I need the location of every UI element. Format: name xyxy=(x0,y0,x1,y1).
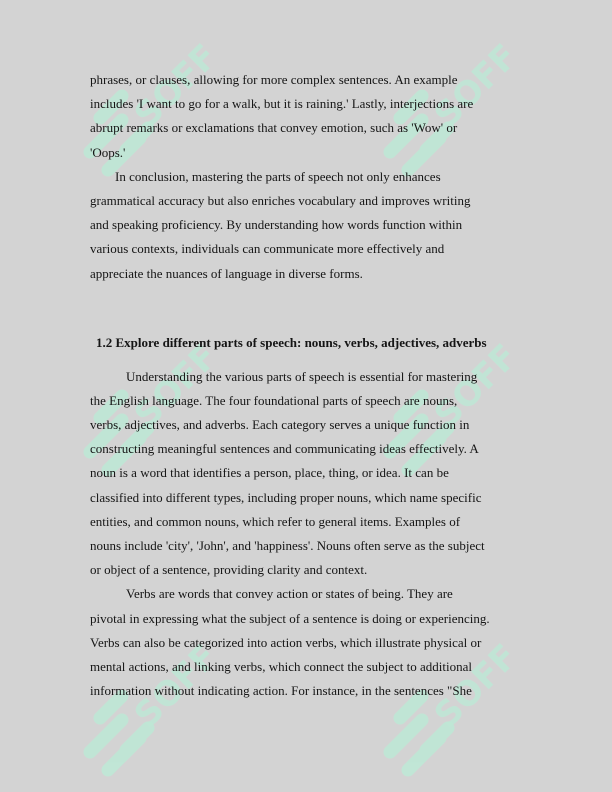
text-line: constructing meaningful sentences and communicating ideas effectively. A xyxy=(90,441,479,457)
section-heading: 1.2 Explore different parts of speech: nouns, verbs, adjectives, adverbs xyxy=(96,334,487,350)
text-line: or object of a sentence, providing clarity and context. xyxy=(90,562,368,578)
text-line: Verbs are words that convey action or states of being. They are xyxy=(126,586,453,602)
svg-text:SOFF: SOFF xyxy=(426,40,526,136)
svg-text:SOFF: SOFF xyxy=(126,40,226,136)
continuation-paragraph xyxy=(90,68,522,165)
text-line: includes 'I want to go for a walk, but it is raining.' Lastly, interjections are xyxy=(90,96,474,112)
text-line: and speaking proficiency. By understanding how words function within xyxy=(90,217,463,233)
paragraph-verbs xyxy=(90,582,522,703)
text-line: Understanding the various parts of speech is essential for mastering xyxy=(126,368,478,384)
text-line: 'Oops.' xyxy=(90,144,126,160)
text-line: the English language. The four foundational parts of speech are nouns, xyxy=(90,392,458,408)
document-body xyxy=(90,68,522,703)
text-line: information without indicating action. For instance, in the sentences "She xyxy=(90,683,472,699)
svg-text:SOFF: SOFF xyxy=(126,340,226,436)
text-line: grammatical accuracy but also enriches vocabulary and improves writing xyxy=(90,192,471,208)
text-line: verbs, adjectives, and adverbs. Each category serves a unique function in xyxy=(90,417,470,433)
svg-text:SOFF: SOFF xyxy=(426,640,526,736)
text-line: noun is a word that identifies a person, place, thing, or idea. It can be xyxy=(90,465,449,481)
text-line: phrases, or clauses, allowing for more complex sentences. An example xyxy=(90,72,458,87)
text-line: appreciate the nuances of language in diverse forms. xyxy=(90,265,363,281)
text-line: abrupt remarks or exclamations that convey emotion, such as 'Wow' or xyxy=(90,120,458,136)
svg-text:SOFF: SOFF xyxy=(426,340,526,436)
paragraph-nouns xyxy=(90,365,522,583)
text-line: Verbs can also be categorized into action verbs, which illustrate physical or xyxy=(90,634,482,650)
text-line: nouns include 'city', 'John', and 'happiness'. Nouns often serve as the subject xyxy=(90,538,485,553)
text-line: various contexts, individuals can communicate more effectively and xyxy=(90,241,445,257)
text-line: entities, and common nouns, which refer to general items. Examples of xyxy=(90,513,461,529)
conclusion-paragraph xyxy=(90,165,522,286)
text-line: classified into different types, including proper nouns, which name specific xyxy=(90,489,482,505)
text-line: In conclusion, mastering the parts of speech not only enhances xyxy=(115,168,441,184)
svg-text:SOFF: SOFF xyxy=(126,640,226,736)
text-line: mental actions, and linking verbs, which connect the subject to additional xyxy=(90,658,472,674)
text-line: pivotal in expressing what the subject of a sentence is doing or experiencing. xyxy=(90,610,490,626)
